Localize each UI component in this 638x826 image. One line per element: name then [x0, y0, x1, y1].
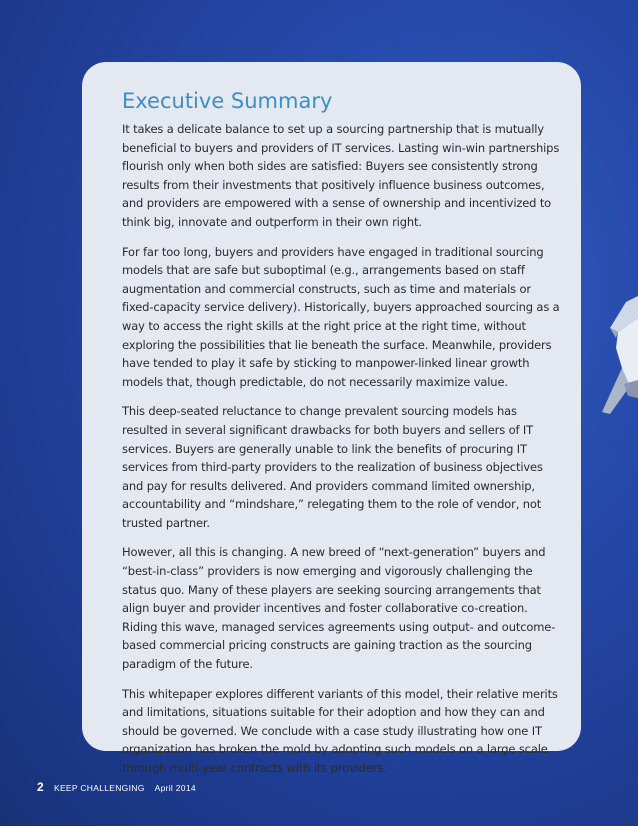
paragraph-2: For far too long, buyers and providers have engaged in traditional sourcing models that are safe but suboptimal (e.g., arrangements based on staff augmentation and commercial constructs, such as time and materials or fixed-capacity service delivery). Historically, buyers approached sourcing as a way to access the right skills at the right price at the right time, without exploring the possibilities that lie beneath the surface. Meanwhile, providers have tended to play it safe by sticking to manpower-linked linear growth models that, though predictable, do not necessarily maximize value. — [122, 244, 560, 389]
paragraph-4: However, all this is changing. A new breed of “next-generation” buyers and “best-in-class” providers is now emerging and vigorously challenging the status quo. Many of these players are seeking sourcing arrangements that align buyer and provider incentives and foster collaborative co-creation. Riding this wave, managed services agreements using output- and outcome-based commercial pricing constructs are gaining traction as the sourcing paradigm of the future. — [122, 545, 556, 672]
paragraph-1: It takes a delicate balance to set up a sourcing partnership that is mutually beneficial to buyers and providers of IT services. Lasting win-win partnerships flourish only when both sides are satisfied: Buyers see consistently strong results from their investments that positively influence business outcomes, and providers are empowered with a sense of ownership and incentivized to think big, innovate and outperform in their own right. — [122, 122, 560, 229]
airplane-icon — [588, 288, 638, 428]
publication-date: April 2014 — [154, 783, 196, 793]
summary-content — [122, 88, 564, 789]
page-footer — [37, 780, 196, 794]
paragraph-3: This deep-seated reluctance to change prevalent sourcing models has resulted in several significant drawbacks for both buyers and sellers of IT services. Buyers are generally unable to link the benefits of procuring IT services from third-party providers to the realization of business objectives and pay for results delivered. And providers command limited ownership, accountability and “mindshare,” relegating them to the role of vendor, not trusted partner. — [122, 404, 543, 530]
summary-panel — [82, 62, 581, 775]
publication-name: KEEP CHALLENGING — [53, 783, 145, 793]
page-number: 2 — [37, 780, 44, 794]
paragraph-5: This whitepaper explores different variants of this model, their relative merits and limitations, situations suitable for their adoption and how they can and should be governed. We conclude with a case study illustrating how one IT organization has broken the mold by adopting such models on a large scale through multi-year contracts with its providers. — [122, 686, 558, 775]
page-title: Executive Summary — [122, 89, 333, 113]
